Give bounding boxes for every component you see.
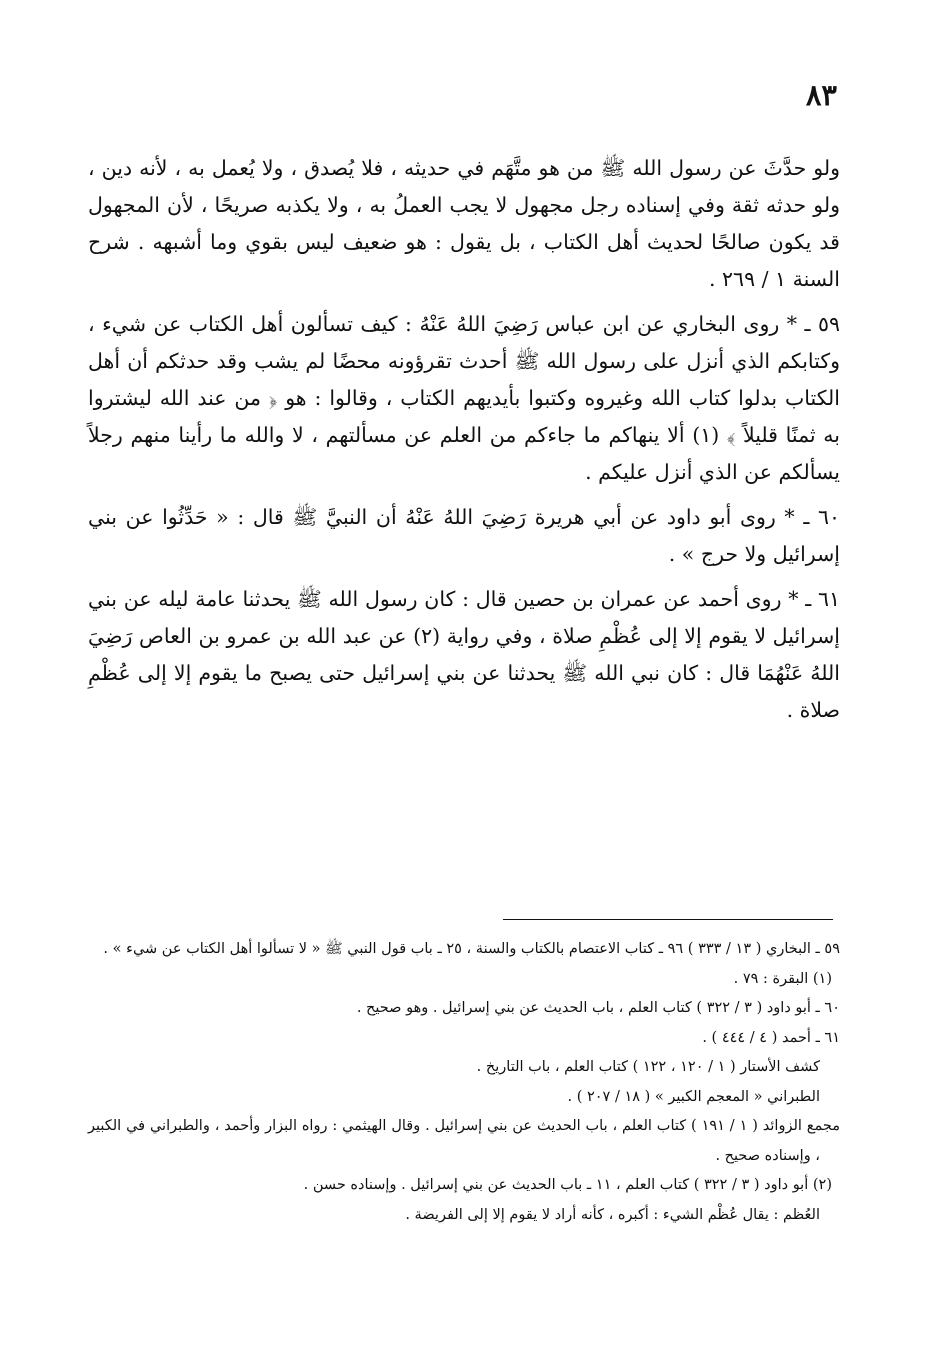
footnote-59: ٥٩ ـ البخاري ( ١٣ / ٣٣٣ ) ٩٦ ـ كتاب الاعتصام بالكتاب والسنة ، ٢٥ ـ باب قول النبي ﷺ « لا تسألوا أهل الكتاب عن شيء » . [103,941,840,957]
footnote-uzm: العُظم : يقال عُظْم الشيء : أكبره ، كأنه أراد لا يقوم إلا إلى الفريضة . [405,1206,820,1223]
footnote-majma: مجمع الزوائد ( ١ / ١٩١ ) كتاب العلم ، باب الحديث عن بني إسرائيل . وقال الهيثمي : رواه البزار وأحمد ، والطبراني في الكبير ، وإسناده صحيح . [88,1118,840,1164]
main-text [88,150,840,729]
footnote-kashf: كشف الأستار ( ١ / ١٢٠ ، ١٢٢ ) كتاب العلم ، باب التاريخ . [476,1059,820,1075]
footnote-tabarani: الطبراني « المعجم الكبير » ( ١٨ / ٢٠٧ ) . [567,1088,820,1105]
footnotes [88,935,840,1230]
paragraph-hadith-59: ٥٩ ـ * روى البخاري عن ابن عباس رَضِيَ اللهُ عَنْهُ : كيف تسألون أهل الكتاب عن شيء ، وكتابكم الذي أنزل على رسول الله ﷺ أحدث تقرؤونه محضًا لم يشب وقد حدثكم أن أهل الكتاب بدلوا كتاب الله وغيروه وكتبوا بأيديهم الكتاب ، وقالوا : هو ﴿ من عند الله ليشتروا به ثمنًا قليلاً ﴾ (١) ألا ينهاكم ما جاءكم من العلم عن مسألتهم ، لا والله ما رأينا منهم رجلاً يسألكم عن الذي أنزل عليكم . [88,312,840,484]
footnote-divider [503,919,833,920]
paragraph-hadith-60: ٦٠ ـ * روى أبو داود عن أبي هريرة رَضِيَ اللهُ عَنْهُ أن النبيَّ ﷺ قال : « حَدِّثُوا عن بني إسرائيل ولا حرج » . [88,505,840,566]
page-number: ٨٣ [805,78,837,112]
footnote-1: (١) البقرة : ٧٩ . [733,970,832,987]
paragraph-intro: ولو حدَّثَ عن رسول الله ﷺ من هو متَّهَم في حديثه ، فلا يُصدق ، ولا يُعمل به ، لأنه دين ، ولو حدثه ثقة وفي إسناده رجل مجهول لا يجب العملُ به ، ولا يكذبه صريحًا ، لأن المجهول قد يكون صالحًا لحديث أهل الكتاب ، بل يقول : هو ضعيف ليس بقوي وما أشبهه . شرح السنة ١ / ٢٦٩ . [88,156,840,291]
footnote-2: (٢) أبو داود ( ٣ / ٣٢٢ ) كتاب العلم ، ١١ ـ باب الحديث عن بني إسرائيل . وإسناده حسن . [303,1177,832,1193]
paragraph-hadith-61: ٦١ ـ * روى أحمد عن عمران بن حصين قال : كان رسول الله ﷺ يحدثنا عامة ليله عن بني إسرائيل لا يقوم إلا إلى عُظْمِ صلاة ، وفي رواية (٢) عن عبد الله بن عمرو بن العاص رَضِيَ اللهُ عَنْهُمَا قال : كان نبي الله ﷺ يحدثنا عن بني إسرائيل حتى يصبح ما يقوم إلا إلى عُظْمِ صلاة . [88,587,840,722]
footnote-60: ٦٠ ـ أبو داود ( ٣ / ٣٢٢ ) كتاب العلم ، باب الحديث عن بني إسرائيل . وهو صحيح . [356,1000,840,1016]
footnote-61: ٦١ ـ أحمد ( ٤ / ٤٤٤ ) . [702,1029,840,1046]
